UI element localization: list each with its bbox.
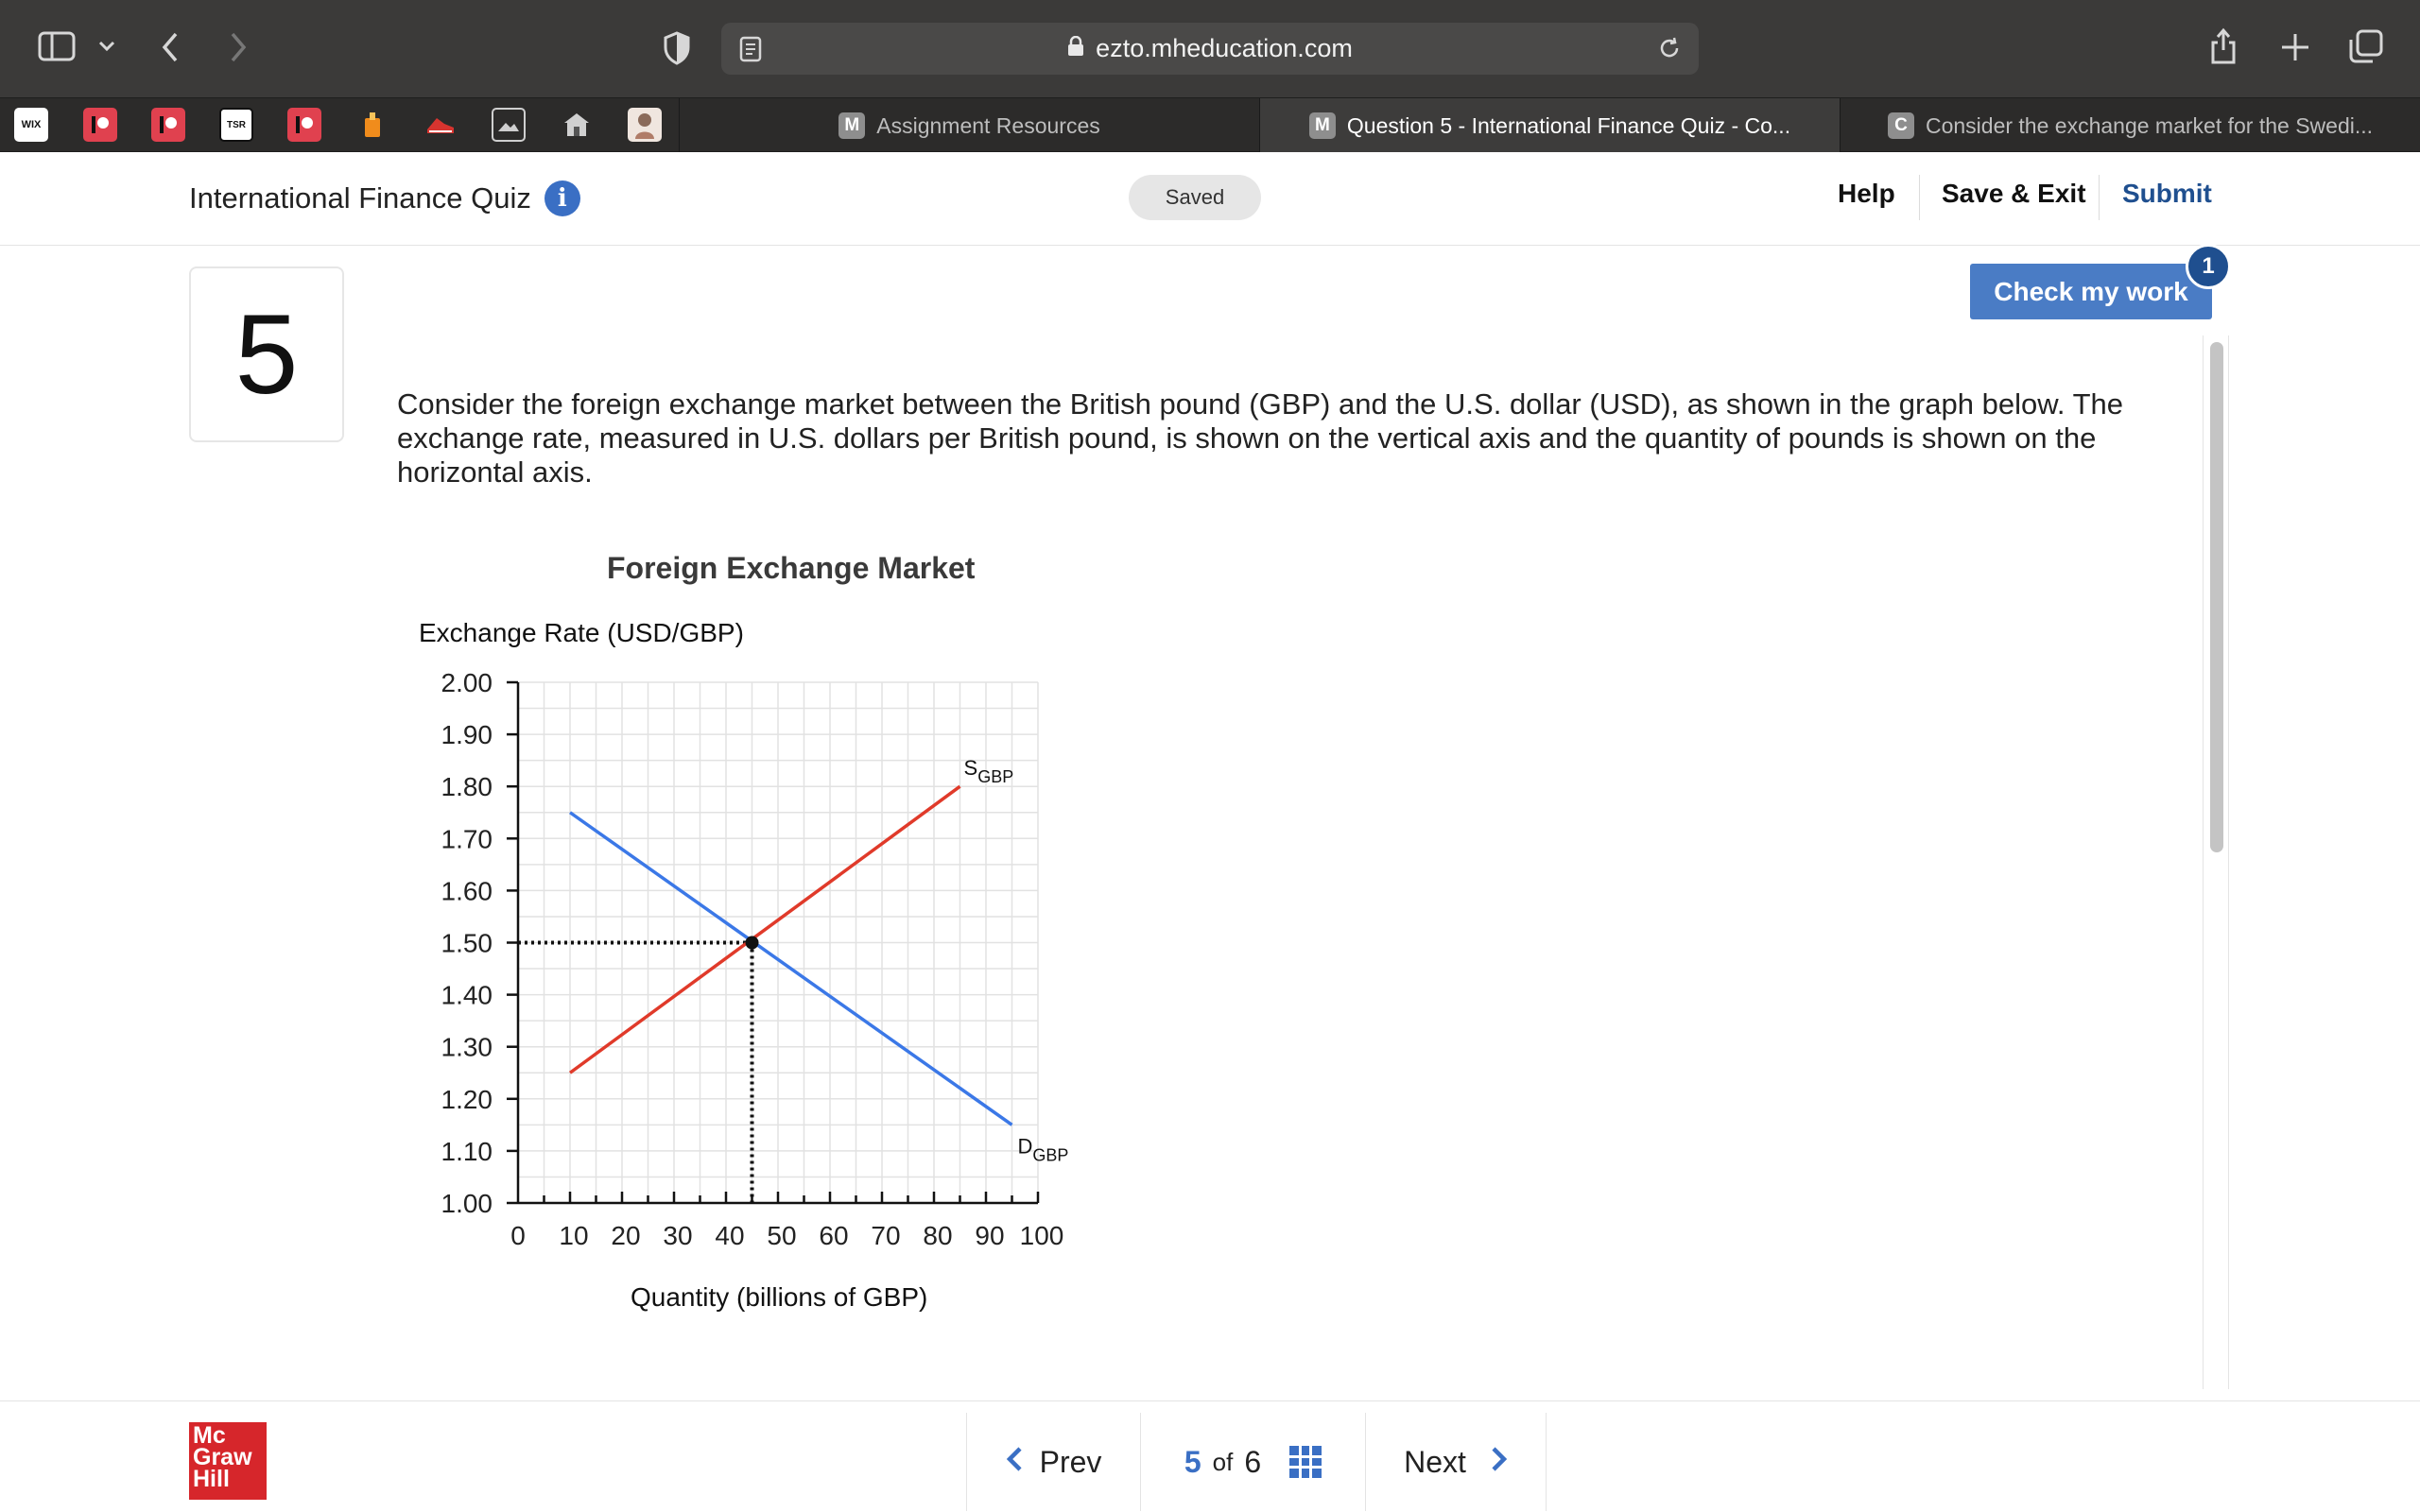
- tab-question-5[interactable]: [1259, 98, 1840, 153]
- tab-label: Question 5 - International Finance Quiz - Co...: [1346, 112, 1791, 138]
- total-questions: 6: [1244, 1444, 1262, 1479]
- y-tick-label: 1.80: [441, 772, 493, 802]
- reload-icon[interactable]: [1655, 34, 1684, 62]
- grid-icon[interactable]: [1289, 1446, 1322, 1478]
- patreon-icon[interactable]: [83, 108, 117, 142]
- equilibrium-point: [746, 936, 759, 950]
- forward-icon[interactable]: [221, 28, 255, 66]
- url-text: ezto.mheducation.com: [1096, 34, 1353, 62]
- tab-label: Consider the exchange market for the Swedi...: [1925, 112, 2374, 138]
- logo-line: Hill: [193, 1466, 230, 1492]
- tab-overview-icon[interactable]: [2346, 26, 2386, 66]
- chart-x-axis-label: Quantity (billions of GBP): [631, 1282, 928, 1312]
- y-tick-label: 1.30: [441, 1032, 493, 1062]
- new-tab-icon[interactable]: [2276, 28, 2314, 66]
- x-tick-label: 90: [975, 1221, 1005, 1250]
- quiz-title: [189, 180, 580, 216]
- shoe-icon[interactable]: [424, 108, 458, 142]
- tsr-icon[interactable]: TSR: [219, 108, 253, 142]
- x-tick-label: 40: [715, 1221, 745, 1250]
- sidebar-toggle-icon[interactable]: [36, 28, 78, 64]
- save-exit-button[interactable]: Save & Exit: [1942, 179, 2086, 208]
- quiz-header: [0, 152, 2420, 246]
- logo-line: Mc: [193, 1422, 226, 1449]
- question-navigator[interactable]: [1140, 1413, 1365, 1511]
- address-bar[interactable]: [721, 23, 1699, 75]
- submit-button[interactable]: Submit: [2122, 179, 2212, 208]
- y-tick-label: 1.10: [441, 1136, 493, 1166]
- share-icon[interactable]: [2206, 25, 2240, 68]
- next-button[interactable]: [1365, 1413, 1547, 1511]
- info-icon[interactable]: i: [544, 180, 580, 216]
- lock-icon: [1067, 36, 1084, 62]
- shield-icon[interactable]: [658, 28, 696, 68]
- x-tick-label: 50: [767, 1221, 797, 1250]
- help-button[interactable]: Help: [1838, 179, 1895, 208]
- question-text: Consider the foreign exchange market between the British pound (GBP) and the U.S. dollar (USD), as shown in the graph below. The exchange rate, measured in U.S. dollars per British pound, is shown on the vertical axis and the quantity of pounds is shown on the horizontal axis.: [397, 387, 2123, 489]
- question-number: 5: [189, 266, 344, 442]
- supply-curve-label: $S_{GBP}$: [963, 756, 1014, 787]
- demand-curve-label: $D_{GBP}$: [1017, 1134, 1069, 1165]
- tab-bar: [0, 97, 2420, 152]
- y-tick-label: 1.60: [441, 876, 493, 906]
- x-tick-label: 80: [923, 1221, 953, 1250]
- patreon-icon[interactable]: [151, 108, 185, 142]
- chart-y-axis-label: Exchange Rate (USD/GBP): [419, 618, 744, 647]
- mcgraw-tab-icon: M: [838, 112, 865, 139]
- x-tick-label: 20: [611, 1221, 641, 1250]
- current-question: 5: [1184, 1444, 1201, 1479]
- x-tick-label: 70: [871, 1221, 901, 1250]
- chevron-right-icon: [1491, 1444, 1508, 1481]
- saved-status: Saved: [1129, 175, 1261, 220]
- x-tick-label: 10: [559, 1221, 589, 1250]
- y-tick-label: 1.40: [441, 980, 493, 1010]
- x-tick-label: 100: [1019, 1221, 1064, 1250]
- supply-curve: [570, 786, 960, 1073]
- y-tick-label: 2.00: [441, 668, 493, 697]
- browser-toolbar: [0, 0, 2420, 97]
- of-label: of: [1212, 1447, 1234, 1476]
- x-tick-label: 0: [510, 1221, 526, 1250]
- next-label: Next: [1404, 1444, 1466, 1479]
- image-icon[interactable]: [492, 108, 526, 142]
- x-tick-label: 30: [663, 1221, 693, 1250]
- wix-icon[interactable]: WIX: [14, 108, 48, 142]
- chart-title: Foreign Exchange Market: [607, 551, 976, 585]
- prev-button[interactable]: [966, 1413, 1140, 1511]
- house-icon[interactable]: [560, 108, 594, 142]
- demand-curve: [570, 813, 1012, 1125]
- prev-label: Prev: [1039, 1444, 1102, 1479]
- reader-icon[interactable]: [736, 34, 765, 64]
- divider: [1919, 175, 1920, 220]
- scrollbar-thumb[interactable]: [2210, 342, 2223, 852]
- tab-label: Assignment Resources: [876, 112, 1100, 138]
- check-count-badge: 1: [2186, 244, 2231, 289]
- y-tick-label: 1.00: [441, 1189, 493, 1218]
- patreon-icon[interactable]: [287, 108, 321, 142]
- tab-consider-exchange[interactable]: [1840, 98, 2420, 153]
- mcgraw-tab-icon: M: [1309, 112, 1336, 139]
- y-tick-label: 1.90: [441, 720, 493, 750]
- tab-assignment-resources[interactable]: [679, 98, 1259, 153]
- x-tick-label: 60: [819, 1221, 849, 1250]
- chegg-tab-icon: C: [1888, 112, 1914, 139]
- logo-line: Graw: [193, 1444, 252, 1470]
- bag-icon[interactable]: [355, 108, 389, 142]
- mcgraw-hill-logo: [189, 1422, 267, 1500]
- back-icon[interactable]: [153, 28, 187, 66]
- y-tick-label: 1.20: [441, 1084, 493, 1114]
- check-my-work-button[interactable]: Check my work: [1970, 264, 2212, 319]
- quiz-title-text: International Finance Quiz: [189, 181, 531, 215]
- footer: [0, 1400, 2420, 1512]
- chevron-left-icon: [1006, 1444, 1023, 1481]
- y-tick-label: 1.70: [441, 824, 493, 854]
- portrait-icon[interactable]: [628, 108, 662, 142]
- divider: [2099, 175, 2100, 220]
- chevron-down-icon[interactable]: [93, 32, 121, 60]
- y-tick-label: 1.50: [441, 928, 493, 958]
